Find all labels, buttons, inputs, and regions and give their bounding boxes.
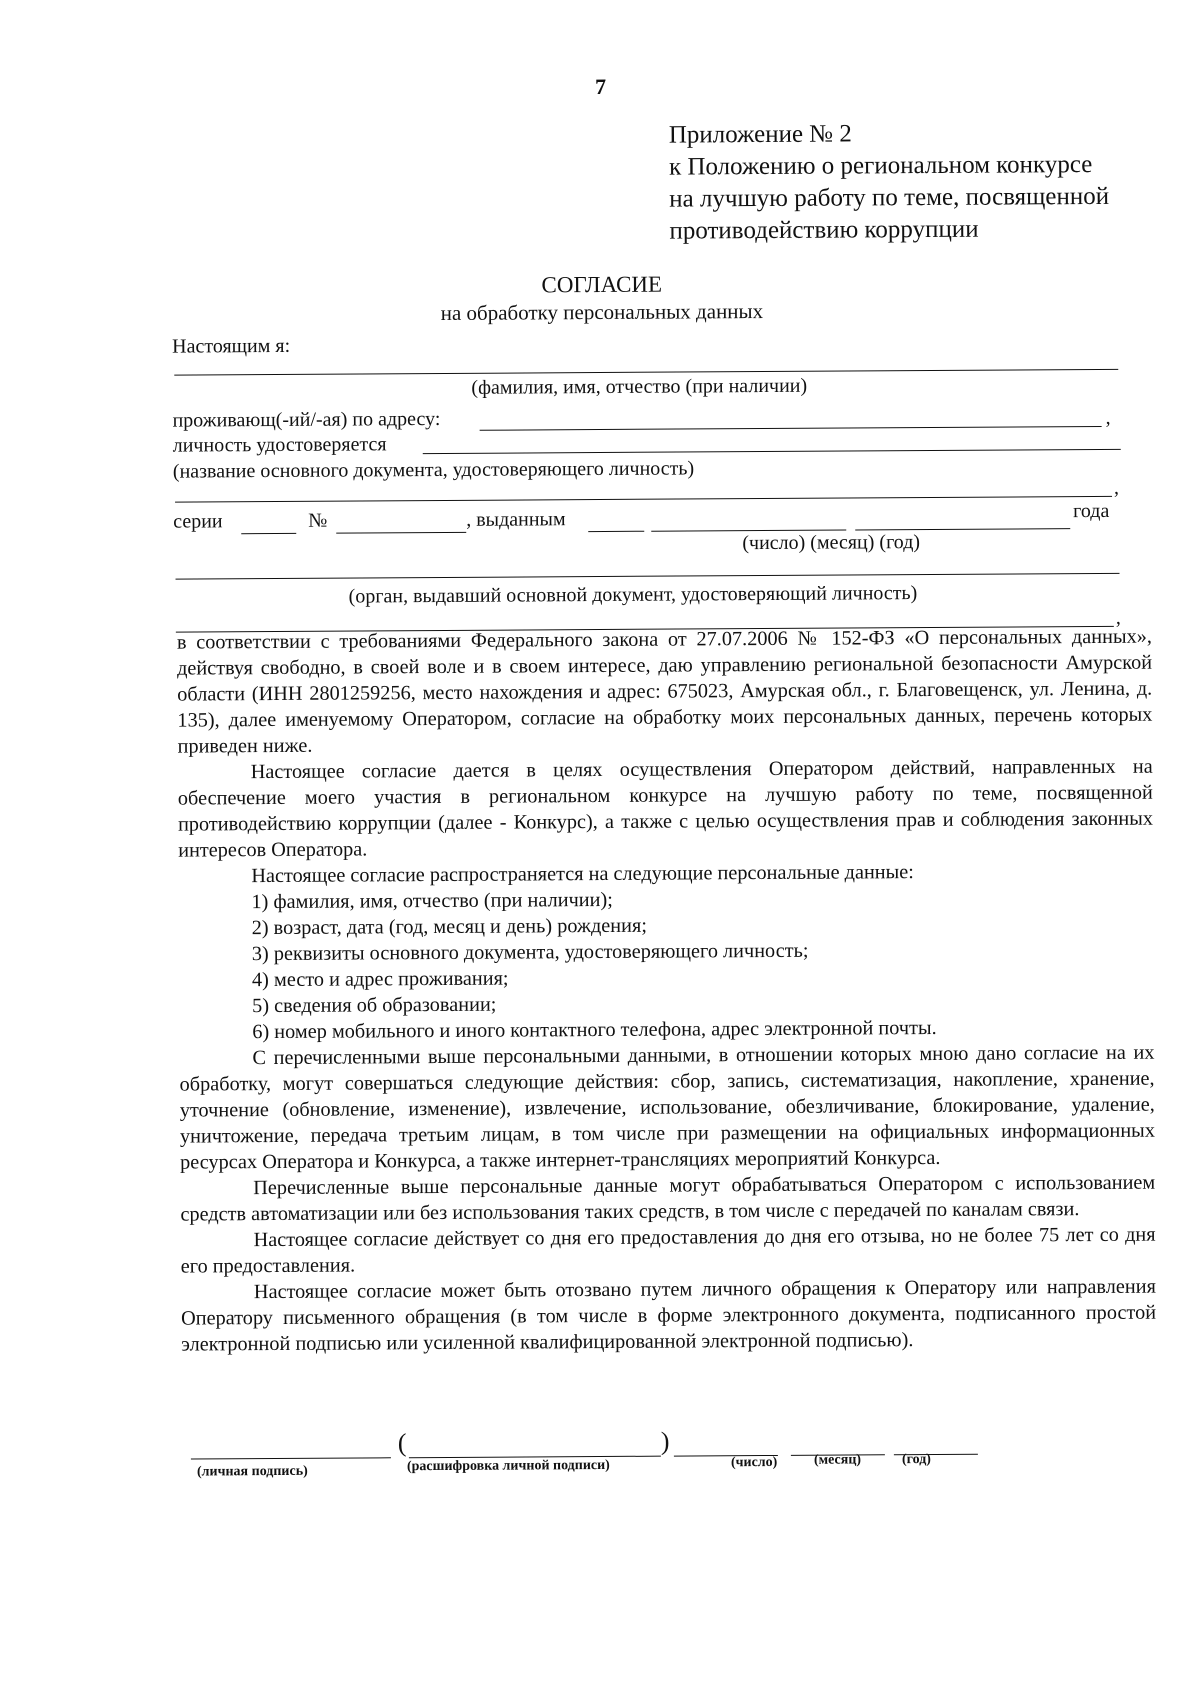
paragraph: Перечисленные выше персональные данные могут обрабатываться Оператором с использованием средств автоматизации или без использования таких средств, в том числе с передачей по каналам связи.	[180, 1171, 1156, 1226]
signature-decoding-caption: (расшифровка личной подписи)	[406, 1457, 610, 1475]
issued-label: , выданным	[466, 508, 566, 531]
document-comma: ,	[1113, 476, 1120, 499]
appendix-heading	[669, 117, 1110, 248]
address-comma: ,	[1105, 406, 1111, 429]
personal-signature-caption: (личная подпись)	[196, 1463, 308, 1480]
appendix-line: к Положению о региональном конкурсе	[668, 150, 1093, 181]
year-caption: (год)	[901, 1452, 931, 1468]
paragraph: в соответствии с требованиями Федерального закона от 27.07.2006 № 152-ФЗ «О персональных данных», действуя свободно, в своей воле и в своем интересе, даю управлению региональной безопасности Амурской области (ИНН 2801259256, место нахождения и адрес: 675023, Амурская обл., г. Благовещенск, ул. Ленина, д. 135), далее именуемому Оператором, согласие на обработку моих персональных данных, перечень которых приведен ниже.	[176, 625, 1153, 758]
appendix-line: на лучшую работу по теме, посвященной	[669, 182, 1110, 213]
list-item: 5) сведения об образовании;	[252, 993, 497, 1018]
issuing-organ-caption: (орган, выдавший основной документ, удостоверяющий личность)	[348, 582, 918, 608]
list-item: 1) фамилия, имя, отчество (при наличии);	[251, 888, 613, 914]
list-item: 4) место и адрес проживания;	[251, 967, 509, 992]
issuing-organ-comma: ,	[1115, 606, 1121, 629]
address-field-line[interactable]	[480, 426, 1102, 431]
issuing-organ-line[interactable]	[176, 573, 1120, 580]
series-label: серии	[173, 510, 223, 533]
number-field-line[interactable]	[336, 532, 466, 534]
consent-body	[177, 624, 1156, 1358]
list-item: 3) реквизиты основного документа, удостоверяющего личность;	[251, 939, 809, 966]
address-label: проживающ(-ий/-ая) по адресу:	[172, 407, 441, 432]
paragraph: Настоящее согласие может быть отозвано путем личного обращения к Оператору или направления Оператору письменного обращения (в том числе в форме электронного документа, подписанного простой электронной подписью или усиленной квалифицированной электронной подписью).	[180, 1275, 1157, 1356]
year-label: года	[1073, 499, 1110, 523]
open-paren: (	[397, 1428, 407, 1458]
identity-label: личность удостоверяется	[172, 433, 387, 457]
fio-caption: (фамилия, имя, отчество (при наличии)	[471, 374, 808, 399]
document-title: СОГЛАСИЕ	[541, 271, 663, 298]
paragraph: Настоящее согласие дается в целях осуществления Оператором действий, направленных на обеспечение моего участия в региональном конкурсе на лучшую работу по теме, посвященной противодействию коррупции (далее - Конкурс), а также с целью осуществления прав и соблюдения законных интересов Оператора.	[177, 755, 1154, 862]
document-subtitle: на обработку персональных данных	[440, 299, 764, 325]
paragraph: Настоящее согласие действует со дня его предоставления до дня его отзыва, но не более 75 лет со дня его предоставления.	[180, 1223, 1156, 1278]
appendix-line: противодействию коррупции	[669, 215, 979, 245]
paragraph: Настоящее согласие распространяется на следующие персональные данные:	[251, 861, 914, 888]
day-caption: (число)	[730, 1454, 778, 1471]
list-item: 2) возраст, дата (год, месяц и день) рождения;	[251, 914, 648, 940]
date-caption: (число) (месяц) (год)	[742, 531, 921, 555]
list-item: 6) номер мобильного и иного контактного телефона, адрес электронной почты.	[252, 1016, 937, 1044]
document-caption: (название основного документа, удостоверяющего личность)	[172, 457, 695, 483]
issued-day-line[interactable]	[588, 531, 644, 532]
fio-field-line[interactable]	[174, 369, 1118, 376]
series-field-line[interactable]	[241, 533, 296, 534]
signature-line[interactable]	[191, 1457, 391, 1459]
intro-text: Настоящим я:	[172, 334, 291, 358]
close-paren: )	[660, 1426, 670, 1456]
issued-year-line[interactable]	[855, 528, 1070, 530]
paragraph: С перечисленными выше персональными данными, в отношении которых мною дано согласие на их обработку, могут совершаться следующие действия: сбор, запись, систематизация, накопление, хранение, уточнение (обновление, изменение), извлечение, использование, обезличивание, блокирование, удаление, уничтожение, передача третьим лицам, в том числе при размещении на официальных информационных ресурсах Оператора и Конкурса, а также интернет-трансляциях мероприятий Конкурса.	[179, 1041, 1155, 1174]
appendix-line: Приложение № 2	[668, 120, 852, 149]
document-name-line[interactable]	[175, 496, 1112, 503]
month-caption: (месяц)	[813, 1452, 862, 1468]
number-label: №	[308, 509, 328, 532]
page-number: 7	[594, 73, 607, 100]
identity-field-line[interactable]	[423, 449, 1121, 454]
